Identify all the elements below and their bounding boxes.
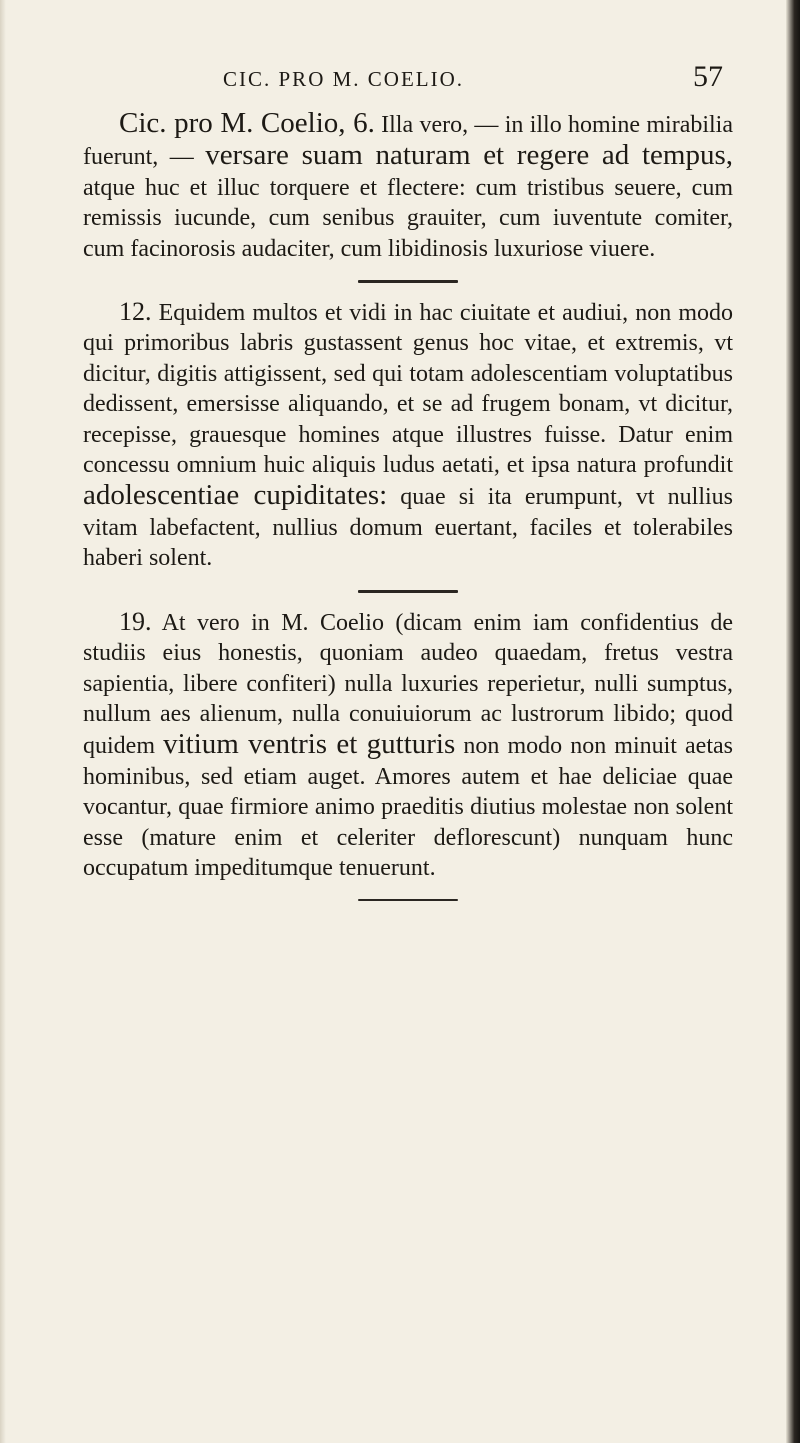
paragraph-1-lead: Cic. pro M. Coelio, 6.	[119, 107, 375, 139]
paragraph-2-emphasis: adolescentiae cupiditates:	[83, 479, 388, 512]
paragraph-2-lead: 12.	[119, 297, 152, 327]
running-head	[83, 60, 733, 108]
section-rule-3	[358, 899, 458, 901]
page-number: 57	[693, 60, 723, 93]
paragraph-3-text-b: non modo non minuit aetas hominibus, sed etiam auget. Amores autem et hae deliciae quae vocantur, quae firmiore animo praeditis diutius molestae non solent esse (mature enim et celeriter deflorescunt) nunquam hunc occupatum impeditumque tenuerunt.	[83, 733, 733, 881]
paragraph-2-text-a: Equidem multos et vidi in hac ciuitate et audiui, non modo qui primoribus labris gustassent genus hoc vitae, et extremis, vt dicitur, digitis attigissent, sed qui totam adolescentiam voluptatibus dedissent, emersisse aliquando, et se ad frugem bonam, vt dicitur, recepisse, grauesque homines atque illustres fuisse. Datur enim concessu omnium huic aliquis ludus aetati, et ipsa natura profundit	[83, 300, 733, 479]
paragraph-3-emphasis: vitium ventris et gutturis	[163, 728, 456, 761]
paragraph-3-text-a: At vero in M. Coelio (dicam enim iam confidentius de studiis eius honestis, quoniam audeo quaedam, fretus vestra sapientia, libere confiteri) nulla luxuries reperietur, nulli sumptus, nullum aes alienum, nulla conuiuiorum ac lustrorum libido; quod quidem	[83, 609, 733, 760]
paragraph-1-emphasis: versare suam naturam et regere ad tempus,	[205, 139, 733, 172]
paragraph-1-text-a: Illa vero, — in illo homine mirabilia fuerunt, —	[83, 112, 733, 171]
running-head-title: CIC. PRO M. COELIO.	[223, 67, 465, 91]
page-edge-shadow	[786, 0, 800, 1443]
paragraph-1-text-b: atque huc et illuc torquere et flectere: cum tristibus seuere, cum remissis iucunde, cum senibus grauiter, cum iuventute comiter, cum facinorosis audaciter, cum libidinosis luxuriose viuere.	[83, 174, 733, 262]
book-page	[83, 60, 733, 915]
paragraph-2-text-b: quae si ita erumpunt, vt nullius vitam labefactent, nullius domum euertant, faciles et tolerabiles haberi solent.	[83, 484, 734, 572]
paragraph-3	[83, 607, 733, 884]
section-rule-2	[358, 590, 458, 593]
page-gutter	[0, 0, 6, 1443]
section-rule-1	[358, 280, 458, 283]
paragraph-1	[83, 108, 733, 264]
paragraph-2	[83, 297, 733, 574]
paragraph-3-lead: 19.	[119, 606, 152, 636]
